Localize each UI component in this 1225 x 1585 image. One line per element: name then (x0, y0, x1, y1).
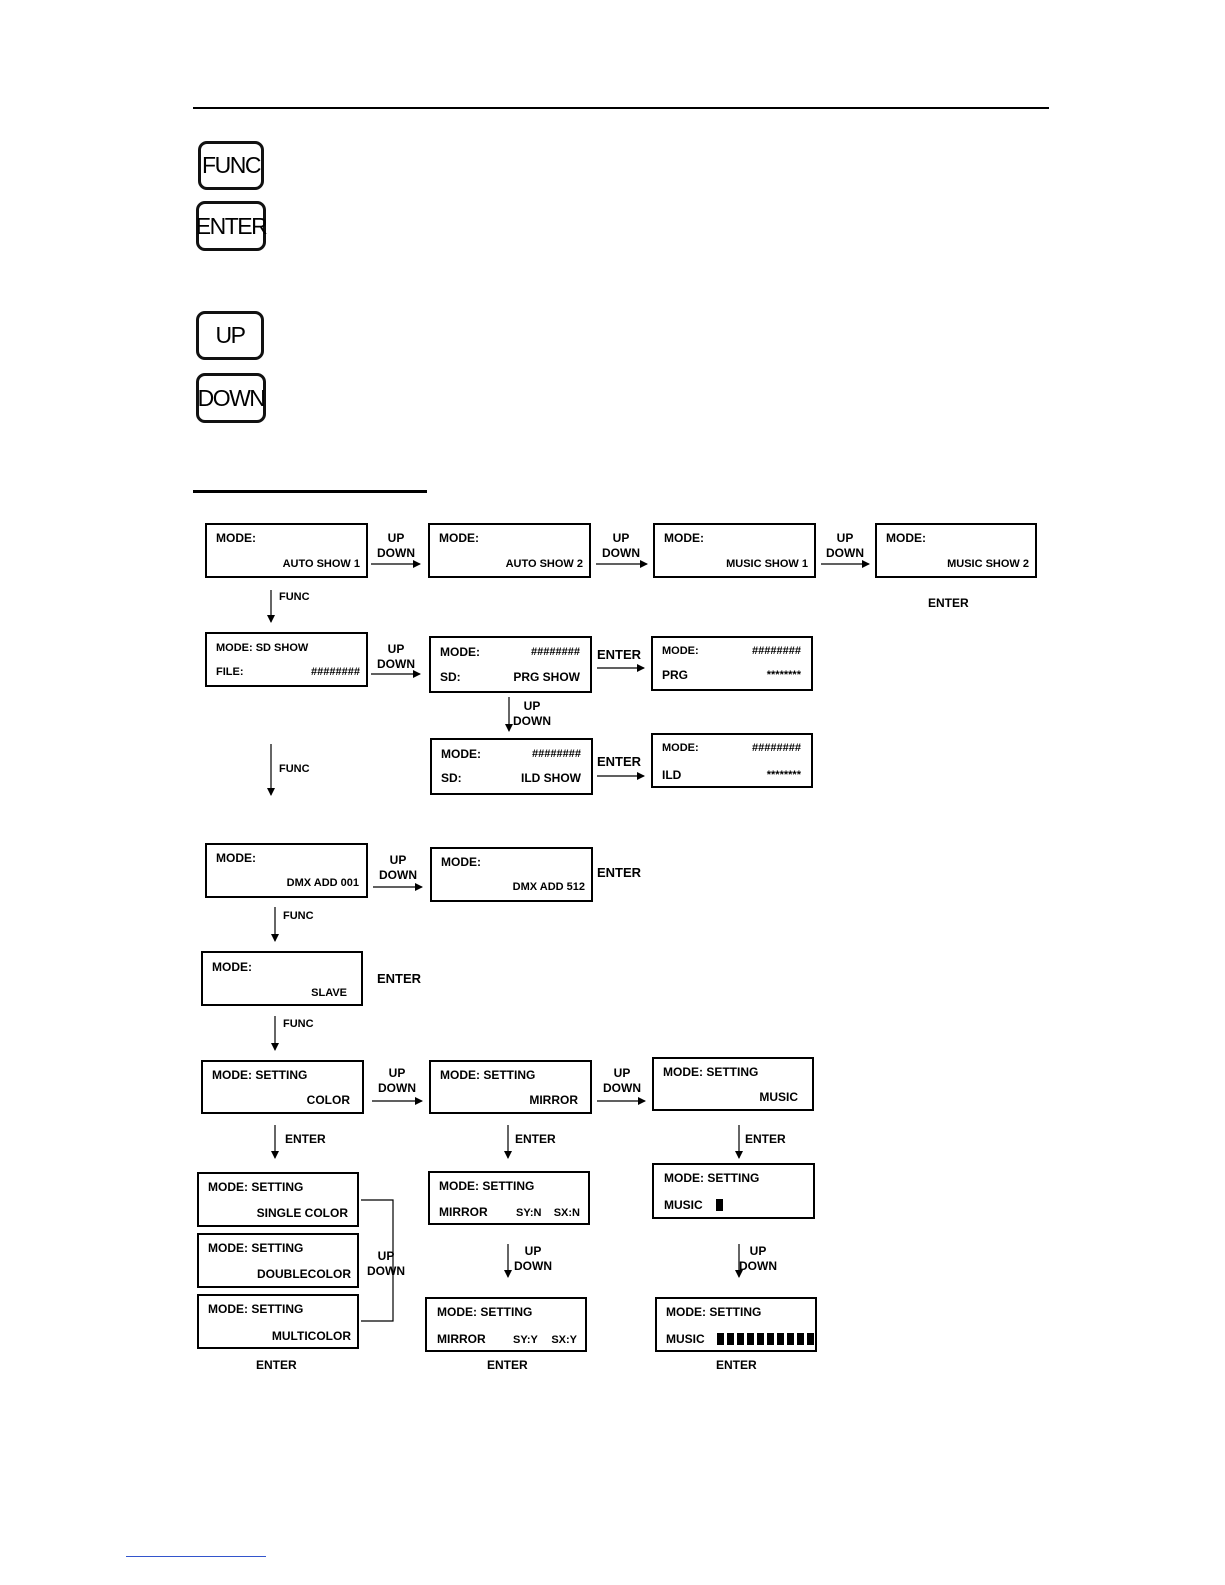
label-updown-sd-2: UP DOWN (513, 699, 551, 728)
screen-line-1: MODE: SETTING (663, 1065, 759, 1079)
screen-prg (651, 636, 813, 691)
music-level-cell (777, 1333, 784, 1345)
screen-mirror-y (425, 1297, 587, 1352)
enter-key: ENTER (196, 201, 266, 251)
screen-mirror-n (428, 1171, 590, 1225)
screen-line-1: MODE: SETTING (664, 1171, 760, 1185)
screen-line-1: MODE: (216, 851, 256, 865)
screen-line-2-sy: SY:Y (513, 1334, 538, 1346)
screen-line-2-value: ######## (311, 666, 360, 678)
screen-line-1: MODE: SETTING (208, 1241, 304, 1255)
label-updown-3: UP DOWN (826, 531, 864, 560)
screen-sd-show (205, 632, 368, 687)
screen-line-1-label: MODE: (662, 645, 699, 657)
screen-line-1: MODE: SD SHOW (216, 642, 309, 654)
screen-line-2-label: SD: (440, 670, 461, 684)
screen-line-2-sx: SX:Y (551, 1334, 577, 1346)
label-enter-prg: ENTER (597, 647, 642, 662)
label-updown-music: UP DOWN (739, 1244, 777, 1273)
screen-line-1-label: MODE: (440, 645, 480, 659)
music-level-bar (717, 1333, 815, 1345)
screen-line-1-label: MODE: (441, 747, 481, 761)
screen-line-2-label: ILD (662, 768, 682, 782)
screen-line-1: MODE: (664, 531, 704, 545)
label-enter-music-option: ENTER (716, 1358, 757, 1372)
screen-line-2-label: MIRROR (437, 1332, 486, 1346)
func-key: FUNC (198, 141, 264, 190)
music-level-cell (717, 1333, 724, 1345)
label-updown-dmx: UP DOWN (379, 853, 417, 882)
label-enter-music-show: ENTER (928, 596, 969, 610)
screen-sd-ild-show (430, 738, 593, 795)
label-updown-1: UP DOWN (377, 531, 415, 560)
music-level-cell (737, 1333, 744, 1345)
music-level-cell (727, 1333, 734, 1345)
screen-dmx-add-001 (205, 843, 368, 898)
screen-line-2-value: ******** (766, 769, 801, 781)
screen-line-1-value: ######## (752, 645, 801, 657)
label-enter-dmx: ENTER (597, 865, 642, 880)
screen-line-1-value: ######## (531, 646, 580, 658)
screen-line-1: MODE: SETTING (439, 1179, 535, 1193)
label-enter-music: ENTER (745, 1132, 786, 1146)
screen-line-1-value: ######## (752, 742, 801, 754)
screen-single-color (197, 1172, 359, 1227)
screen-setting-music (652, 1057, 814, 1111)
screen-line-2: MUSIC (759, 1090, 798, 1104)
screen-line-2-sy: SY:N (516, 1207, 542, 1219)
screen-line-2: AUTO SHOW 1 (282, 558, 360, 570)
screen-double-color (197, 1233, 359, 1288)
music-level-cell (767, 1333, 774, 1345)
label-enter-mirror-option: ENTER (487, 1358, 528, 1372)
screen-music-show-2 (875, 523, 1037, 578)
screen-line-1: MODE: (441, 855, 481, 869)
screen-music-level-low (652, 1163, 815, 1219)
screen-line-2: MIRROR (529, 1093, 578, 1107)
screen-line-2: SINGLE COLOR (256, 1206, 348, 1220)
label-func-4: FUNC (283, 1018, 314, 1030)
screen-line-2: MUSIC (664, 1198, 703, 1212)
label-updown-mirror: UP DOWN (514, 1244, 552, 1273)
screen-setting-mirror (429, 1060, 592, 1114)
screen-line-2-value: PRG SHOW (513, 670, 580, 684)
music-level-cell (757, 1333, 764, 1345)
label-updown-setting-1: UP DOWN (378, 1066, 416, 1095)
screen-dmx-add-512 (430, 847, 593, 902)
screen-sd-prg-show (429, 636, 592, 693)
screen-line-1: MODE: SETTING (666, 1305, 762, 1319)
screen-slave (201, 951, 363, 1006)
screen-line-1: MODE: SETTING (440, 1068, 536, 1082)
screen-auto-show-1 (205, 523, 368, 578)
label-func-2: FUNC (279, 763, 310, 775)
label-func-3: FUNC (283, 910, 314, 922)
screen-line-2-label: SD: (441, 771, 462, 785)
screen-ild (651, 733, 813, 788)
music-level-bar (716, 1199, 812, 1211)
screen-line-2-sx: SX:N (553, 1207, 580, 1219)
screen-line-1: MODE: (212, 960, 252, 974)
screen-line-1: MODE: SETTING (212, 1068, 308, 1082)
label-updown-2: UP DOWN (602, 531, 640, 560)
screen-line-2: MULTICOLOR (271, 1329, 351, 1343)
screen-line-1: MODE: SETTING (437, 1305, 533, 1319)
label-enter-mirror: ENTER (515, 1132, 556, 1146)
screen-line-2: DMX ADD 001 (286, 877, 359, 889)
music-level-cell (747, 1333, 754, 1345)
screen-line-2: DMX ADD 512 (512, 881, 585, 893)
screen-line-2: AUTO SHOW 2 (505, 558, 583, 570)
screen-music-show-1 (653, 523, 816, 578)
screen-line-2-label: PRG (662, 668, 689, 682)
screen-line-2-value: ******** (766, 669, 801, 681)
label-enter-color: ENTER (285, 1132, 326, 1146)
screen-multi-color (197, 1294, 359, 1349)
screen-line-2: MUSIC (666, 1332, 705, 1346)
screen-line-1-value: ######## (532, 748, 581, 760)
label-enter-slave: ENTER (377, 971, 422, 986)
label-updown-setting-2: UP DOWN (603, 1066, 641, 1095)
screen-line-2: SLAVE (311, 987, 347, 999)
label-updown-color: UP DOWN (367, 1249, 405, 1278)
up-key: UP (196, 311, 264, 360)
screen-line-2-label: FILE: (216, 666, 244, 678)
label-enter-color-option: ENTER (256, 1358, 297, 1372)
screen-line-2: DOUBLECOLOR (257, 1267, 351, 1281)
screen-music-level-high (655, 1297, 817, 1352)
label-updown-sd: UP DOWN (377, 642, 415, 671)
screen-line-1: MODE: (216, 531, 256, 545)
screen-line-1-label: MODE: (662, 742, 699, 754)
screen-line-2: COLOR (306, 1093, 350, 1107)
music-level-cell (716, 1199, 723, 1211)
music-level-cell (807, 1333, 814, 1345)
label-enter-ild: ENTER (597, 754, 642, 769)
music-level-cell (797, 1333, 804, 1345)
screen-line-2-value: ILD SHOW (521, 771, 581, 785)
screen-line-1: MODE: (886, 531, 926, 545)
music-level-cell (787, 1333, 794, 1345)
screen-line-2: MUSIC SHOW 1 (726, 558, 808, 570)
screen-line-2-label: MIRROR (439, 1205, 488, 1219)
down-key: DOWN (196, 373, 266, 423)
screen-line-1: MODE: SETTING (208, 1302, 304, 1316)
screen-line-2: MUSIC SHOW 2 (947, 558, 1029, 570)
label-func-1: FUNC (279, 591, 310, 603)
screen-line-1: MODE: (439, 531, 479, 545)
screen-line-1: MODE: SETTING (208, 1180, 304, 1194)
screen-auto-show-2 (428, 523, 591, 578)
screen-setting-color (201, 1060, 364, 1114)
footer-link-underline (126, 1556, 266, 1557)
